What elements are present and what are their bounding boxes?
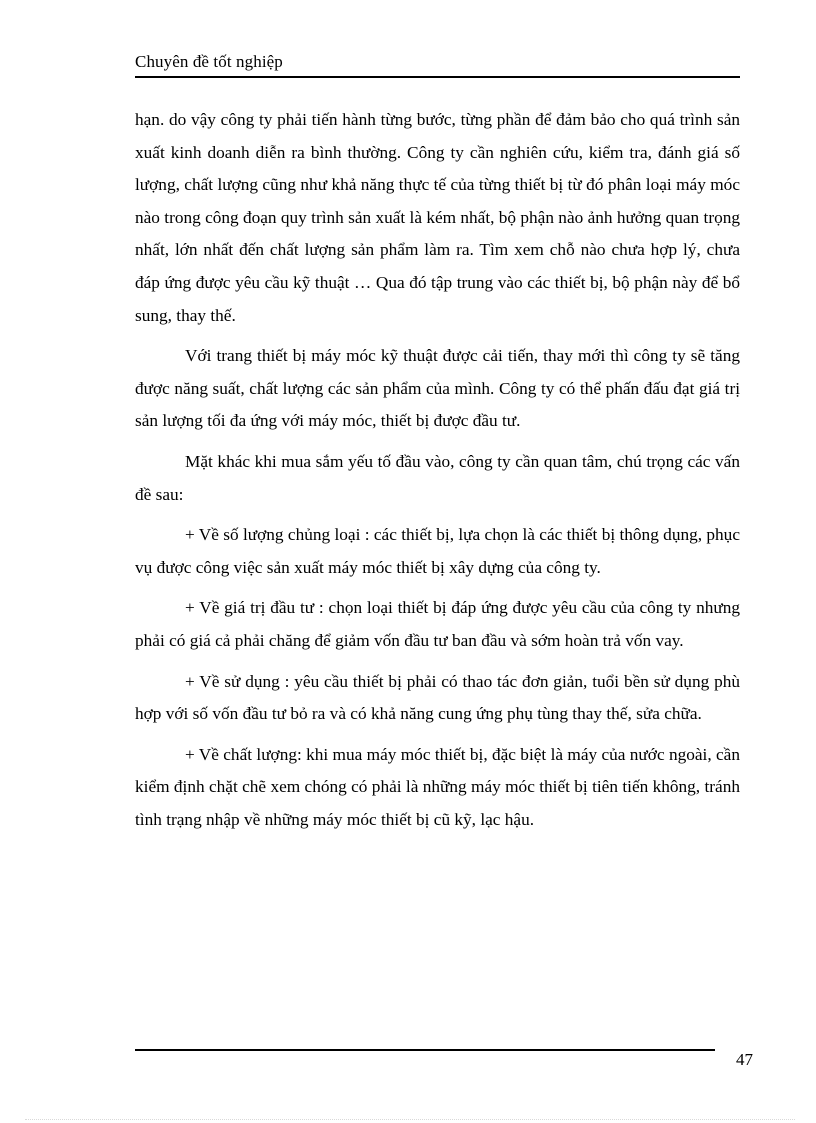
paragraph-1: hạn. do vậy công ty phải tiến hành từng bước, từng phần để đảm bảo cho quá trình sản xuất kinh doanh diễn ra bình thường. Công ty cần nghiên cứu, kiểm tra, đánh giá số lượng, chất lượng cũng như khả năng thực tế của từng thiết bị từ đó phân loại máy móc nào trong công đoạn quy trình sản xuất là kém nhất, bộ phận nào ảnh hưởng quan trọng nhất, lớn nhất đến chất lượng sản phẩm làm ra. Tìm xem chỗ nào chưa hợp lý, chưa đáp ứng được yêu cầu kỹ thuật … Qua đó tập trung vào các thiết bị, bộ phận này để bổ sung, thay thế. — [135, 110, 740, 325]
footer-rule — [135, 1049, 715, 1051]
paragraph-2: Với trang thiết bị máy móc kỹ thuật được cải tiến, thay mới thì công ty sẽ tăng được năng suất, chất lượng các sản phẩm của mình. Công ty có thể phấn đấu đạt giá trị sản lượng tối đa ứng với máy móc, thiết bị được đầu tư. — [135, 346, 740, 431]
page-bottom-dotted-border — [25, 1119, 795, 1120]
document-body — [135, 104, 740, 844]
paragraph-quantity: + Về số lượng chủng loại : các thiết bị, lựa chọn là các thiết bị thông dụng, phục vụ được công việc sản xuất máy móc thiết bị xây dựng của công ty. — [135, 525, 740, 577]
paragraph-3: Mặt khác khi mua sắm yếu tố đầu vào, công ty cần quan tâm, chú trọng các vấn đề sau: — [135, 451, 740, 504]
header-title: Chuyên đề tốt nghiệp — [135, 52, 283, 71]
page-header — [135, 52, 740, 78]
paragraph-investment: + Về giá trị đầu tư : chọn loại thiết bị đáp ứng được yêu cầu của công ty nhưng phải có giá cả phải chăng để giảm vốn đầu tư ban đầu và sớm hoàn trả vốn vay. — [135, 598, 740, 650]
paragraph-usage: + Về sử dụng : yêu cầu thiết bị phải có thao tác đơn giản, tuổi bền sử dụng phù hợp với số vốn đầu tư bỏ ra và có khả năng cung ứng phụ tùng thay thế, sửa chữa. — [135, 671, 740, 724]
page-number: 47 — [736, 1050, 753, 1069]
paragraph-quality: + Về chất lượng: khi mua máy móc thiết bị, đặc biệt là máy của nước ngoài, cần kiểm định chặt chẽ xem chóng có phải là những máy móc thiết bị tiên tiến không, tránh tình trạng nhập về những máy móc thiết bị cũ kỹ, lạc hậu. — [135, 744, 740, 829]
